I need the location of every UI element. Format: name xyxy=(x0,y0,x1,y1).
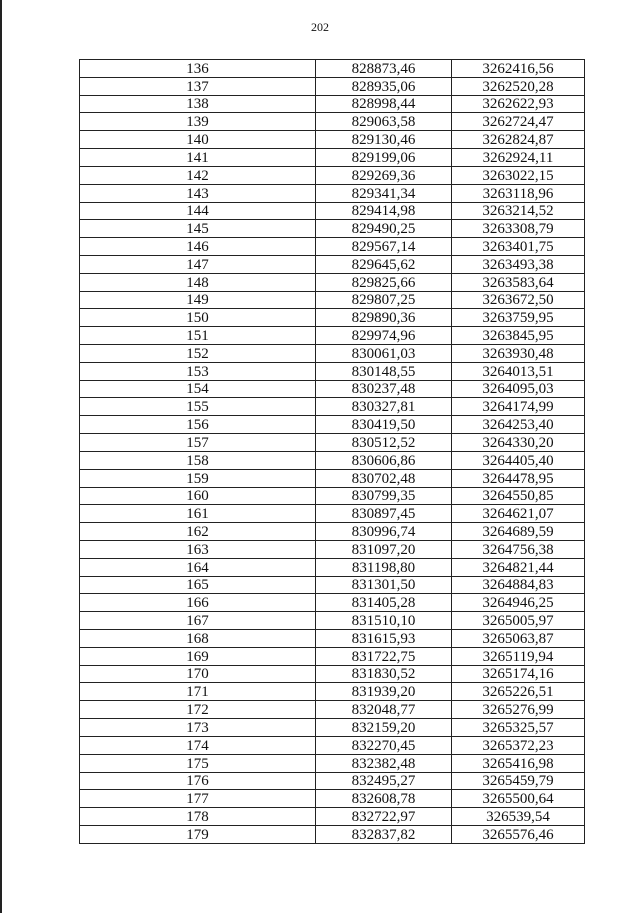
point-number-cell: 178 xyxy=(80,808,316,826)
y-coordinate-cell: 3265325,57 xyxy=(452,719,585,737)
table-row xyxy=(80,60,585,78)
x-coordinate-cell: 830061,03 xyxy=(316,345,452,363)
x-coordinate-cell: 830327,81 xyxy=(316,398,452,416)
x-coordinate-cell: 831830,52 xyxy=(316,665,452,683)
point-number-cell: 138 xyxy=(80,95,316,113)
point-number-cell: 160 xyxy=(80,487,316,505)
y-coordinate-cell: 3265500,64 xyxy=(452,790,585,808)
point-number-cell: 143 xyxy=(80,184,316,202)
y-coordinate-cell: 3265005,97 xyxy=(452,612,585,630)
point-number-cell: 163 xyxy=(80,540,316,558)
table-row xyxy=(80,647,585,665)
y-coordinate-cell: 3264821,44 xyxy=(452,558,585,576)
y-coordinate-cell: 3264689,59 xyxy=(452,523,585,541)
y-coordinate-cell: 3264756,38 xyxy=(452,540,585,558)
x-coordinate-cell: 831198,80 xyxy=(316,558,452,576)
point-number-cell: 161 xyxy=(80,505,316,523)
table-row xyxy=(80,487,585,505)
coordinates-table xyxy=(79,59,585,844)
table-row xyxy=(80,416,585,434)
y-coordinate-cell: 3264253,40 xyxy=(452,416,585,434)
point-number-cell: 167 xyxy=(80,612,316,630)
table-row xyxy=(80,576,585,594)
x-coordinate-cell: 832159,20 xyxy=(316,719,452,737)
y-coordinate-cell: 3263401,75 xyxy=(452,238,585,256)
y-coordinate-cell: 3262622,93 xyxy=(452,95,585,113)
y-coordinate-cell: 3263583,64 xyxy=(452,273,585,291)
y-coordinate-cell: 3263118,96 xyxy=(452,184,585,202)
y-coordinate-cell: 3264174,99 xyxy=(452,398,585,416)
point-number-cell: 142 xyxy=(80,166,316,184)
table-row xyxy=(80,113,585,131)
table-row xyxy=(80,808,585,826)
point-number-cell: 153 xyxy=(80,362,316,380)
x-coordinate-cell: 828935,06 xyxy=(316,77,452,95)
point-number-cell: 173 xyxy=(80,719,316,737)
point-number-cell: 146 xyxy=(80,238,316,256)
table-row xyxy=(80,398,585,416)
x-coordinate-cell: 829825,66 xyxy=(316,273,452,291)
point-number-cell: 154 xyxy=(80,380,316,398)
table-row xyxy=(80,309,585,327)
x-coordinate-cell: 828998,44 xyxy=(316,95,452,113)
x-coordinate-cell: 832608,78 xyxy=(316,790,452,808)
point-number-cell: 176 xyxy=(80,772,316,790)
point-number-cell: 172 xyxy=(80,701,316,719)
x-coordinate-cell: 829269,36 xyxy=(316,166,452,184)
table-row xyxy=(80,772,585,790)
y-coordinate-cell: 3264330,20 xyxy=(452,434,585,452)
x-coordinate-cell: 831722,75 xyxy=(316,647,452,665)
point-number-cell: 164 xyxy=(80,558,316,576)
point-number-cell: 171 xyxy=(80,683,316,701)
point-number-cell: 136 xyxy=(80,60,316,78)
table-row xyxy=(80,736,585,754)
y-coordinate-cell: 3265174,16 xyxy=(452,665,585,683)
table-row xyxy=(80,558,585,576)
y-coordinate-cell: 3263845,95 xyxy=(452,327,585,345)
x-coordinate-cell: 830237,48 xyxy=(316,380,452,398)
y-coordinate-cell: 3265226,51 xyxy=(452,683,585,701)
table-row xyxy=(80,345,585,363)
coordinates-table-body xyxy=(80,60,585,844)
y-coordinate-cell: 3264621,07 xyxy=(452,505,585,523)
point-number-cell: 151 xyxy=(80,327,316,345)
x-coordinate-cell: 832495,27 xyxy=(316,772,452,790)
table-row xyxy=(80,825,585,843)
point-number-cell: 165 xyxy=(80,576,316,594)
x-coordinate-cell: 831615,93 xyxy=(316,630,452,648)
table-row xyxy=(80,754,585,772)
y-coordinate-cell: 3265459,79 xyxy=(452,772,585,790)
scan-edge xyxy=(0,0,2,913)
y-coordinate-cell: 3264013,51 xyxy=(452,362,585,380)
table-row xyxy=(80,540,585,558)
table-row xyxy=(80,238,585,256)
point-number-cell: 139 xyxy=(80,113,316,131)
point-number-cell: 156 xyxy=(80,416,316,434)
point-number-cell: 147 xyxy=(80,255,316,273)
x-coordinate-cell: 831097,20 xyxy=(316,540,452,558)
x-coordinate-cell: 832270,45 xyxy=(316,736,452,754)
point-number-cell: 140 xyxy=(80,131,316,149)
x-coordinate-cell: 829490,25 xyxy=(316,220,452,238)
y-coordinate-cell: 3263493,38 xyxy=(452,255,585,273)
table-row xyxy=(80,612,585,630)
table-row xyxy=(80,77,585,95)
x-coordinate-cell: 829199,06 xyxy=(316,149,452,167)
y-coordinate-cell: 3265576,46 xyxy=(452,825,585,843)
y-coordinate-cell: 3264550,85 xyxy=(452,487,585,505)
table-row xyxy=(80,202,585,220)
y-coordinate-cell: 3262416,56 xyxy=(452,60,585,78)
x-coordinate-cell: 830512,52 xyxy=(316,434,452,452)
point-number-cell: 170 xyxy=(80,665,316,683)
x-coordinate-cell: 829807,25 xyxy=(316,291,452,309)
y-coordinate-cell: 3263214,52 xyxy=(452,202,585,220)
point-number-cell: 145 xyxy=(80,220,316,238)
y-coordinate-cell: 3262824,87 xyxy=(452,131,585,149)
x-coordinate-cell: 830606,86 xyxy=(316,451,452,469)
y-coordinate-cell: 3262724,47 xyxy=(452,113,585,131)
point-number-cell: 148 xyxy=(80,273,316,291)
point-number-cell: 159 xyxy=(80,469,316,487)
point-number-cell: 175 xyxy=(80,754,316,772)
table-row xyxy=(80,380,585,398)
table-row xyxy=(80,184,585,202)
table-row xyxy=(80,220,585,238)
point-number-cell: 158 xyxy=(80,451,316,469)
x-coordinate-cell: 829414,98 xyxy=(316,202,452,220)
x-coordinate-cell: 831301,50 xyxy=(316,576,452,594)
table-row xyxy=(80,683,585,701)
point-number-cell: 169 xyxy=(80,647,316,665)
y-coordinate-cell: 3263759,95 xyxy=(452,309,585,327)
point-number-cell: 137 xyxy=(80,77,316,95)
x-coordinate-cell: 832722,97 xyxy=(316,808,452,826)
y-coordinate-cell: 3264405,40 xyxy=(452,451,585,469)
x-coordinate-cell: 829974,96 xyxy=(316,327,452,345)
x-coordinate-cell: 832837,82 xyxy=(316,825,452,843)
table-row xyxy=(80,523,585,541)
point-number-cell: 150 xyxy=(80,309,316,327)
table-row xyxy=(80,95,585,113)
x-coordinate-cell: 830799,35 xyxy=(316,487,452,505)
point-number-cell: 177 xyxy=(80,790,316,808)
x-coordinate-cell: 831405,28 xyxy=(316,594,452,612)
table-row xyxy=(80,149,585,167)
y-coordinate-cell: 3265119,94 xyxy=(452,647,585,665)
y-coordinate-cell: 3263672,50 xyxy=(452,291,585,309)
page-number: 202 xyxy=(311,20,329,34)
x-coordinate-cell: 830996,74 xyxy=(316,523,452,541)
y-coordinate-cell: 3264946,25 xyxy=(452,594,585,612)
point-number-cell: 149 xyxy=(80,291,316,309)
y-coordinate-cell: 3262520,28 xyxy=(452,77,585,95)
x-coordinate-cell: 829063,58 xyxy=(316,113,452,131)
y-coordinate-cell: 3264478,95 xyxy=(452,469,585,487)
y-coordinate-cell: 3264884,83 xyxy=(452,576,585,594)
y-coordinate-cell: 3263930,48 xyxy=(452,345,585,363)
point-number-cell: 174 xyxy=(80,736,316,754)
x-coordinate-cell: 830148,55 xyxy=(316,362,452,380)
y-coordinate-cell: 326539,54 xyxy=(452,808,585,826)
table-row xyxy=(80,701,585,719)
y-coordinate-cell: 3264095,03 xyxy=(452,380,585,398)
table-row xyxy=(80,790,585,808)
point-number-cell: 157 xyxy=(80,434,316,452)
table-row xyxy=(80,594,585,612)
table-row xyxy=(80,665,585,683)
y-coordinate-cell: 3265063,87 xyxy=(452,630,585,648)
x-coordinate-cell: 831939,20 xyxy=(316,683,452,701)
y-coordinate-cell: 3265276,99 xyxy=(452,701,585,719)
table-row xyxy=(80,131,585,149)
x-coordinate-cell: 829341,34 xyxy=(316,184,452,202)
point-number-cell: 141 xyxy=(80,149,316,167)
x-coordinate-cell: 830419,50 xyxy=(316,416,452,434)
table-row xyxy=(80,255,585,273)
x-coordinate-cell: 830702,48 xyxy=(316,469,452,487)
table-row xyxy=(80,434,585,452)
x-coordinate-cell: 829130,46 xyxy=(316,131,452,149)
x-coordinate-cell: 829645,62 xyxy=(316,255,452,273)
y-coordinate-cell: 3265416,98 xyxy=(452,754,585,772)
point-number-cell: 166 xyxy=(80,594,316,612)
y-coordinate-cell: 3263022,15 xyxy=(452,166,585,184)
table-row xyxy=(80,291,585,309)
y-coordinate-cell: 3262924,11 xyxy=(452,149,585,167)
table-row xyxy=(80,630,585,648)
y-coordinate-cell: 3263308,79 xyxy=(452,220,585,238)
x-coordinate-cell: 828873,46 xyxy=(316,60,452,78)
table-row xyxy=(80,362,585,380)
x-coordinate-cell: 830897,45 xyxy=(316,505,452,523)
point-number-cell: 155 xyxy=(80,398,316,416)
table-row xyxy=(80,166,585,184)
x-coordinate-cell: 832048,77 xyxy=(316,701,452,719)
x-coordinate-cell: 831510,10 xyxy=(316,612,452,630)
x-coordinate-cell: 829567,14 xyxy=(316,238,452,256)
x-coordinate-cell: 832382,48 xyxy=(316,754,452,772)
table-row xyxy=(80,469,585,487)
point-number-cell: 144 xyxy=(80,202,316,220)
y-coordinate-cell: 3265372,23 xyxy=(452,736,585,754)
point-number-cell: 162 xyxy=(80,523,316,541)
table-row xyxy=(80,719,585,737)
point-number-cell: 152 xyxy=(80,345,316,363)
table-row xyxy=(80,505,585,523)
point-number-cell: 168 xyxy=(80,630,316,648)
point-number-cell: 179 xyxy=(80,825,316,843)
table-row xyxy=(80,451,585,469)
table-row xyxy=(80,327,585,345)
x-coordinate-cell: 829890,36 xyxy=(316,309,452,327)
table-row xyxy=(80,273,585,291)
